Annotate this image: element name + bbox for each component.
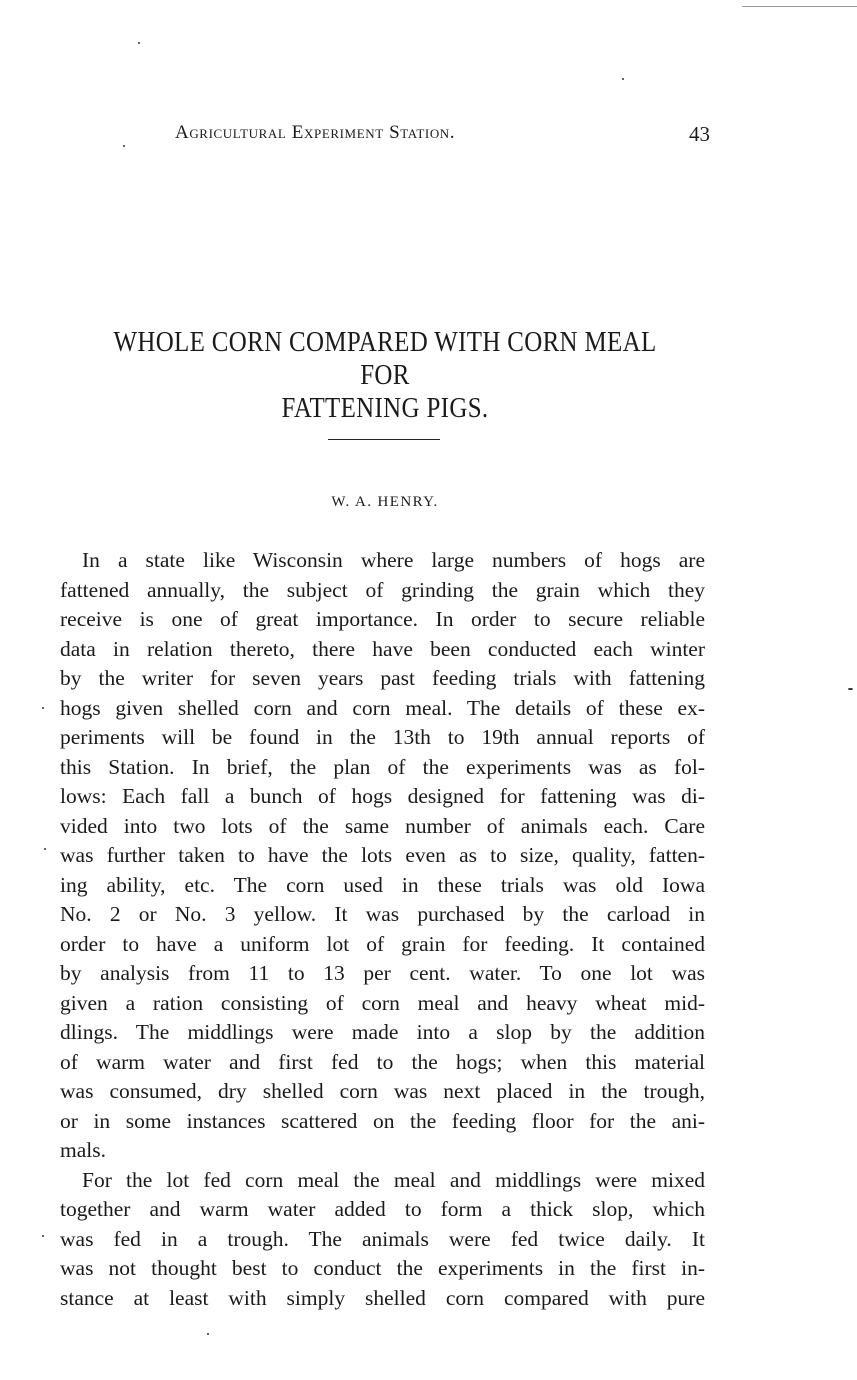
running-title: Agricultural Experiment Station. <box>175 122 456 143</box>
body-line: In a state like Wisconsin where large numbers of hogs are <box>82 548 705 572</box>
author-byline: W. A. HENRY. <box>331 494 439 510</box>
body-line: vided into two lots of the same number of animals each. Care <box>60 813 705 838</box>
body-line: was not thought best to conduct the experiments in the first in- <box>60 1256 705 1280</box>
body-line: receive is one of great importance. In order to secure reliable <box>60 607 705 631</box>
body-line: was consumed, dry shelled corn was next placed in the trough, <box>60 1079 705 1103</box>
scan-speck <box>138 42 140 44</box>
body-line: by the writer for seven years past feeding trials with fattening <box>60 666 705 690</box>
body-line: given a ration consisting of corn meal and heavy wheat mid- <box>60 990 705 1015</box>
body-line: stance at least with simply shelled corn compared with pure <box>60 1285 705 1310</box>
scan-speck <box>207 1333 209 1335</box>
scan-speck <box>622 78 624 80</box>
body-line: periments will be found in the 13th to 19th annual reports of <box>60 725 705 749</box>
article-title-line: FATTENING PIGS. <box>281 392 489 424</box>
body-line: or in some instances scattered on the feeding floor for the ani- <box>60 1108 705 1133</box>
body-line: ing ability, etc. The corn used in these trials was old Iowa <box>60 872 705 897</box>
body-line: fattened annually, the subject of grinding the grain which they <box>60 577 705 602</box>
body-line: was fed in a trough. The animals were fed twice daily. It <box>60 1226 705 1251</box>
title-divider <box>328 439 440 440</box>
article-title <box>106 326 665 425</box>
body-line: together and warm water added to form a thick slop, which <box>60 1197 705 1221</box>
body-line: hogs given shelled corn and corn meal. The details of these ex- <box>60 695 705 720</box>
scan-speck <box>848 688 853 690</box>
body-line: data in relation thereto, there have been conducted each winter <box>60 636 705 661</box>
body-line: mals. <box>60 1138 106 1162</box>
body-line: of warm water and first fed to the hogs; when this material <box>60 1049 705 1074</box>
body-line: order to have a uniform lot of grain for feeding. It contained <box>60 931 705 956</box>
body-line: lows: Each fall a bunch of hogs designed for fattening was di- <box>60 784 705 808</box>
page-number: 43 <box>689 122 710 146</box>
body-line: dlings. The middlings were made into a slop by the addition <box>60 1020 705 1044</box>
body-line: by analysis from 11 to 13 per cent. water. To one lot was <box>60 961 705 985</box>
body-line: this Station. In brief, the plan of the experiments was as fol- <box>60 754 705 779</box>
article-title-line: WHOLE CORN COMPARED WITH CORN MEAL FOR <box>113 326 657 391</box>
body-line: was further taken to have the lots even as to size, quality, fatten- <box>60 843 705 867</box>
scan-edge-rule <box>742 6 857 7</box>
scan-speck <box>42 707 44 709</box>
running-header <box>60 122 710 152</box>
scan-speck <box>44 848 46 850</box>
article-body <box>60 546 705 1313</box>
scan-speck <box>42 1235 44 1237</box>
body-line: For the lot fed corn meal the meal and middlings were mixed <box>82 1167 705 1192</box>
body-line: No. 2 or No. 3 yellow. It was purchased by the carload in <box>60 902 705 926</box>
